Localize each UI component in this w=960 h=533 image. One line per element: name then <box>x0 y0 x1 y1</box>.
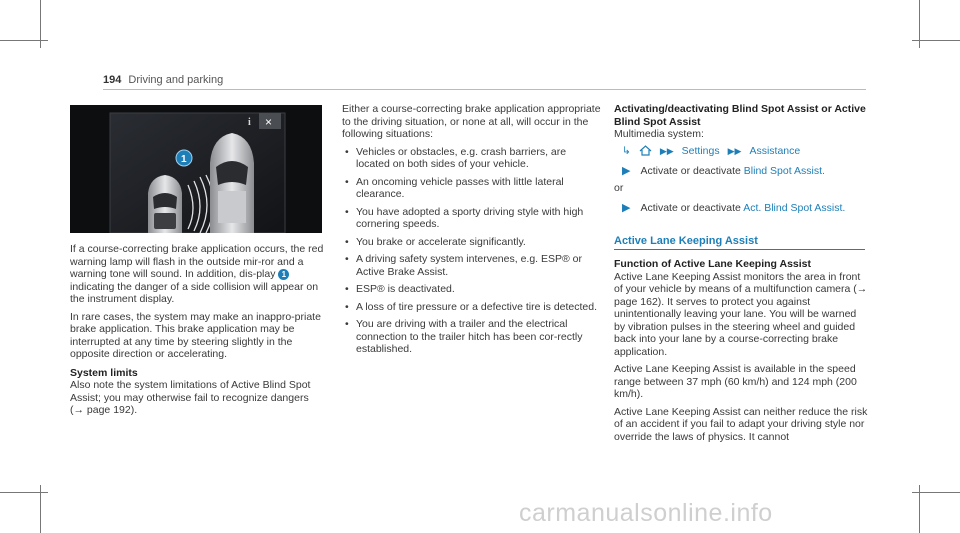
page-header <box>103 74 223 86</box>
blind-spot-illustration <box>70 105 322 233</box>
page-number: 194 <box>103 74 122 86</box>
function-heading: Function of Active Lane Keeping Assist <box>614 258 811 270</box>
action-step <box>622 202 869 215</box>
column-right <box>614 103 869 448</box>
section-title-lane-keeping: Active Lane Keeping Assist <box>614 235 865 251</box>
paragraph: Active Lane Keeping Assist is available in the speed range between 37 mph (60 km/h) and 124 mph (200 km/h). <box>614 363 857 400</box>
chevron-right-icon: ▶▶ <box>659 145 674 156</box>
crop-mark <box>912 40 960 41</box>
list-item: • A driving safety system intervenes, e.g. ESP® or Active Brake Assist. <box>342 253 602 278</box>
system-limits-heading: System limits <box>70 366 138 379</box>
section-title: Driving and parking <box>128 74 224 86</box>
list-item: • A loss of tire pressure or a defective tire is detected. <box>342 301 602 314</box>
list-item: • You have adopted a sporty driving style with high cornering speeds. <box>342 206 602 231</box>
nav-path <box>622 145 869 158</box>
home-icon <box>639 145 652 156</box>
paragraph <box>70 243 325 306</box>
chevron-right-icon: ▶▶ <box>727 145 742 156</box>
paragraph: Active Lane Keeping Assist monitors the area in front of your vehicle by means of a multifunction camera (→ page 162). It serves to protect you against unintentionally leaving your lane. You will be warned by vibration pulses in the steering wheel and guided back into your lane by a course-correcting brake application. <box>614 270 868 358</box>
list-item: • An oncoming vehicle passes with little lateral clearance. <box>342 176 602 201</box>
callout-1-inline-badge: 1 <box>278 269 289 280</box>
action-step <box>622 165 869 178</box>
close-glyph: × <box>265 115 273 129</box>
nav-settings[interactable]: Settings <box>681 144 720 157</box>
or-label: or <box>614 181 624 194</box>
rear-car-icon <box>148 175 182 233</box>
crop-mark <box>0 492 48 493</box>
list-item: • Vehicles or obstacles, e.g. crash barriers, are located on both sides of your vehicle. <box>342 146 602 171</box>
blind-spot-assist-link[interactable]: Blind Spot Assist. <box>743 165 825 177</box>
list-item: • You brake or accelerate significantly. <box>342 236 602 249</box>
text: Activate or deactivate <box>640 202 741 214</box>
text: Activate or deactivate <box>640 165 741 177</box>
paragraph: Also note the system limitations of Active Blind Spot Assist; you may otherwise fail to recognize dangers (→ page 192). <box>70 379 311 416</box>
blind-spot-display-figure <box>70 105 322 233</box>
action-arrow-icon: ▶ <box>622 165 631 177</box>
paragraph: In rare cases, the system may make an inappro-priate brake application. This brake application may be interrupted at any time by steering slightly in the opposite direction or accelerating. <box>70 310 321 360</box>
crop-mark <box>912 492 960 493</box>
header-divider <box>103 89 866 90</box>
action-arrow-icon: ▶ <box>622 202 631 214</box>
act-blind-spot-assist-link[interactable]: Act. Blind Spot Assist. <box>743 202 846 214</box>
list-item: • ESP® is deactivated. <box>342 283 602 296</box>
callout-1-label: 1 <box>181 154 187 165</box>
column-middle <box>342 103 602 361</box>
multimedia-label: Multimedia system: <box>614 128 704 140</box>
column-left <box>70 243 325 422</box>
watermark: carmanualsonline.info <box>519 499 773 527</box>
paragraph: Either a course-correcting brake application appropriate to the driving situation, or none at all, will occur in the following situations: <box>342 103 601 140</box>
crop-mark <box>0 40 48 41</box>
nav-corner-arrow-icon: ↳ <box>622 144 631 157</box>
text: If a course-correcting brake application occurs, the red warning lamp will flash in the outside mir-ror and a warning tone will sound. In addition, dis-play <box>70 243 324 280</box>
paragraph: Active Lane Keeping Assist can neither reduce the risk of an accident if you fail to adapt your driving style nor override the laws of physics. It cannot <box>614 405 868 443</box>
text: indicating the danger of a side collision will appear on the instrument display. <box>70 280 319 305</box>
nav-assistance[interactable]: Assistance <box>749 144 801 157</box>
own-car-icon <box>210 133 254 233</box>
info-icon: i <box>248 117 251 128</box>
situations-list <box>342 146 602 356</box>
list-item: • You are driving with a trailer and the electrical connection to the trailer hitch has been cor-rectly established. <box>342 318 602 356</box>
activation-heading: Activating/deactivating Blind Spot Assist or Active Blind Spot Assist <box>614 103 866 128</box>
